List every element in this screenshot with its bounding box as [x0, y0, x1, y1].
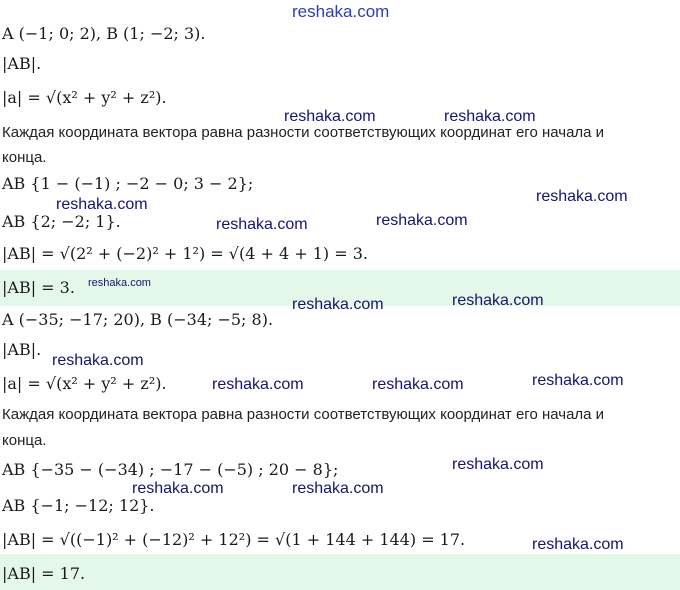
watermark: reshaka.com [132, 480, 224, 497]
vector-coords: AB {2; −2; 1}. [2, 212, 121, 231]
coords-expression: AB {1 − (−1) ; −2 − 0; 3 − 2}; [2, 174, 254, 193]
rule-text: Каждая координата вектора равна разности соответствующих координат его начала и [2, 406, 605, 423]
points-line: A (−35; −17; 20), B (−34; −5; 8). [2, 310, 274, 329]
length-formula: |a| = √(x² + y² + z²). [2, 374, 167, 393]
watermark: reshaka.com [292, 480, 384, 497]
watermark: reshaka.com [292, 2, 390, 21]
answer-highlight-2 [0, 554, 680, 590]
rule-text: Каждая координата вектора равна разности соответствующих координат его начала и [2, 124, 605, 141]
watermark: reshaka.com [444, 108, 536, 125]
rule-text-continued: конца. [2, 432, 47, 449]
watermark: reshaka.com [212, 376, 304, 393]
find-length: |AB|. [2, 54, 42, 73]
answer: |AB| = 3. [2, 278, 75, 297]
watermark: reshaka.com [376, 212, 468, 229]
points-line: A (−1; 0; 2), B (1; −2; 3). [2, 24, 206, 43]
watermark: reshaka.com [88, 277, 151, 289]
length-formula: |a| = √(x² + y² + z²). [2, 88, 167, 107]
watermark: reshaka.com [532, 536, 624, 553]
watermark: reshaka.com [452, 292, 544, 309]
rule-text-continued: конца. [2, 149, 47, 166]
watermark: reshaka.com [372, 376, 464, 393]
watermark: reshaka.com [292, 296, 384, 313]
watermark: reshaka.com [56, 196, 148, 213]
watermark: reshaka.com [536, 188, 628, 205]
coords-expression: AB {−35 − (−34) ; −17 − (−5) ; 20 − 8}; [2, 460, 339, 479]
length-calculation: |AB| = √(2² + (−2)² + 1²) = √(4 + 4 + 1) = 3. [2, 244, 368, 263]
watermark: reshaka.com [452, 456, 544, 473]
watermark: reshaka.com [284, 108, 376, 125]
vector-coords: AB {−1; −12; 12}. [2, 496, 155, 515]
find-length: |AB|. [2, 340, 42, 359]
watermark: reshaka.com [52, 352, 144, 369]
answer: |AB| = 17. [2, 564, 86, 583]
watermark: reshaka.com [216, 216, 308, 233]
length-calculation: |AB| = √((−1)² + (−12)² + 12²) = √(1 + 144 + 144) = 17. [2, 530, 466, 549]
watermark: reshaka.com [532, 372, 624, 389]
